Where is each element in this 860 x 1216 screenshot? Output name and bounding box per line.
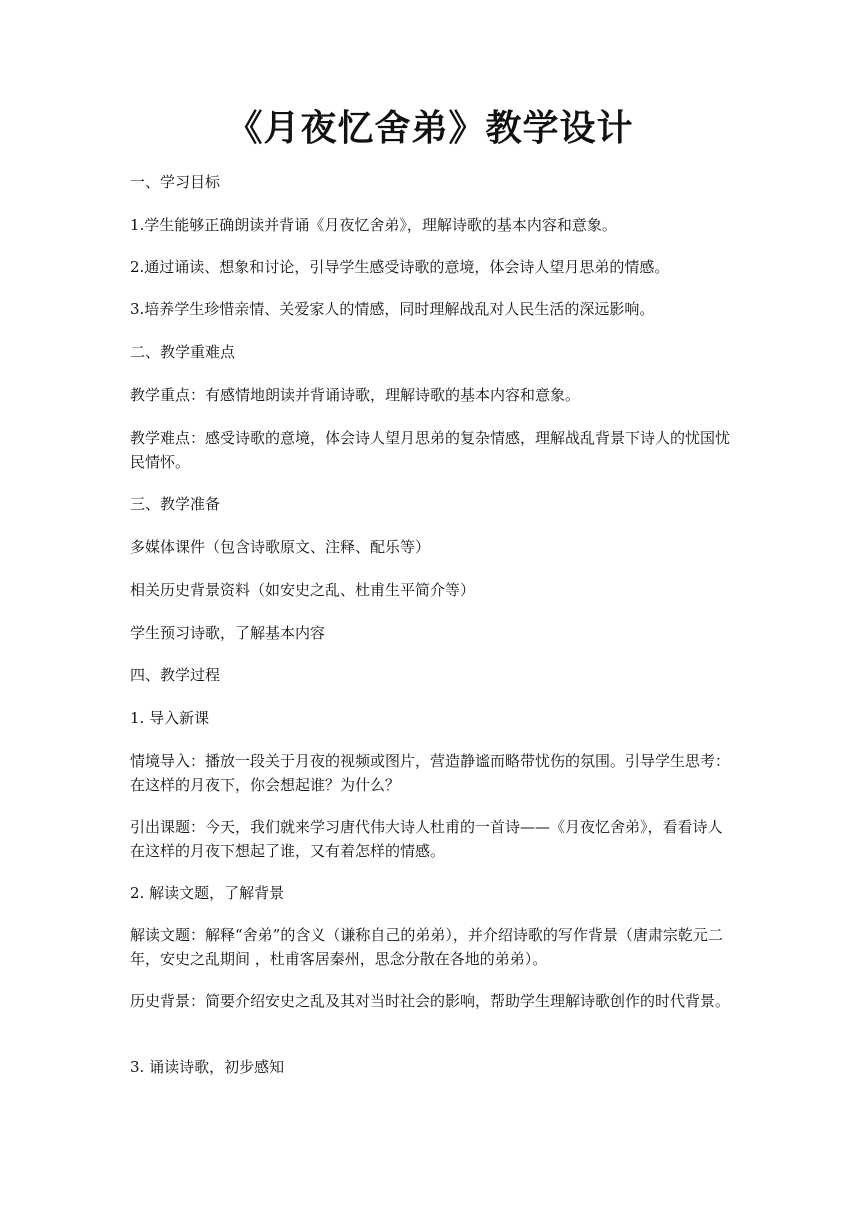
process-paragraph: 引出课题：今天，我们就来学习唐代伟大诗人杜甫的一首诗——《月夜忆舍弟》，看看诗人在这样的月夜下想起了谁，又有着怎样的情感。 — [130, 818, 723, 860]
goal-2: 2.通过诵读、想象和讨论，引导学生感受诗歌的意境，体会诗人望月思弟的情感。 — [130, 258, 670, 276]
preparation-item: 相关历史背景资料（如安史之乱、杜甫生平简介等） — [130, 581, 476, 599]
section-heading-preparation: 三、教学准备 — [130, 495, 221, 513]
document-title: 《月夜忆舍弟》教学设计 — [226, 108, 634, 149]
process-step-heading: 3. 诵读诗歌，初步感知 — [130, 1058, 285, 1076]
process-step-heading: 1. 导入新课 — [130, 709, 210, 727]
process-step-heading: 2. 解读文题，了解背景 — [130, 884, 285, 902]
process-paragraph: 解读文题：解释“舍弟”的含义（谦称自己的弟弟），并介绍诗歌的写作背景（唐肃宗乾元二年，安史之乱期间 ，杜甫客居秦州，思念分散在各地的弟弟）。 — [130, 926, 723, 968]
section-heading-goals: 一、学习目标 — [130, 173, 221, 191]
preparation-item: 多媒体课件（包含诗歌原文、注释、配乐等） — [130, 538, 431, 556]
section-heading-process: 四、教学过程 — [130, 666, 221, 684]
process-paragraph: 情境导入：播放一段关于月夜的视频或图片，营造静谧而略带忧伤的氛围。引导学生思考：在这样的月夜下，你会想起谁？为什么？ — [130, 752, 731, 794]
difficulty-paragraph: 教学难点：感受诗歌的意境，体会诗人望月思弟的复杂情感，理解战乱背景下诗人的忧国忧民情怀。 — [130, 429, 731, 471]
section-heading-key-points: 二、教学重难点 — [130, 343, 236, 361]
goal-1: 1.学生能够正确朗读并背诵《月夜忆舍弟》，理解诗歌的基本内容和意象。 — [130, 216, 617, 234]
process-paragraph: 历史背景：简要介绍安史之乱及其对当时社会的影响，帮助学生理解诗歌创作的时代背景。 — [130, 992, 731, 1010]
preparation-item: 学生预习诗歌，了解基本内容 — [130, 624, 326, 642]
goal-3: 3.培养学生珍惜亲情、关爱家人的情感，同时理解战乱对人民生活的深远影响。 — [130, 300, 655, 318]
key-point-paragraph: 教学重点：有感情地朗读并背诵诗歌，理解诗歌的基本内容和意象。 — [130, 386, 581, 404]
